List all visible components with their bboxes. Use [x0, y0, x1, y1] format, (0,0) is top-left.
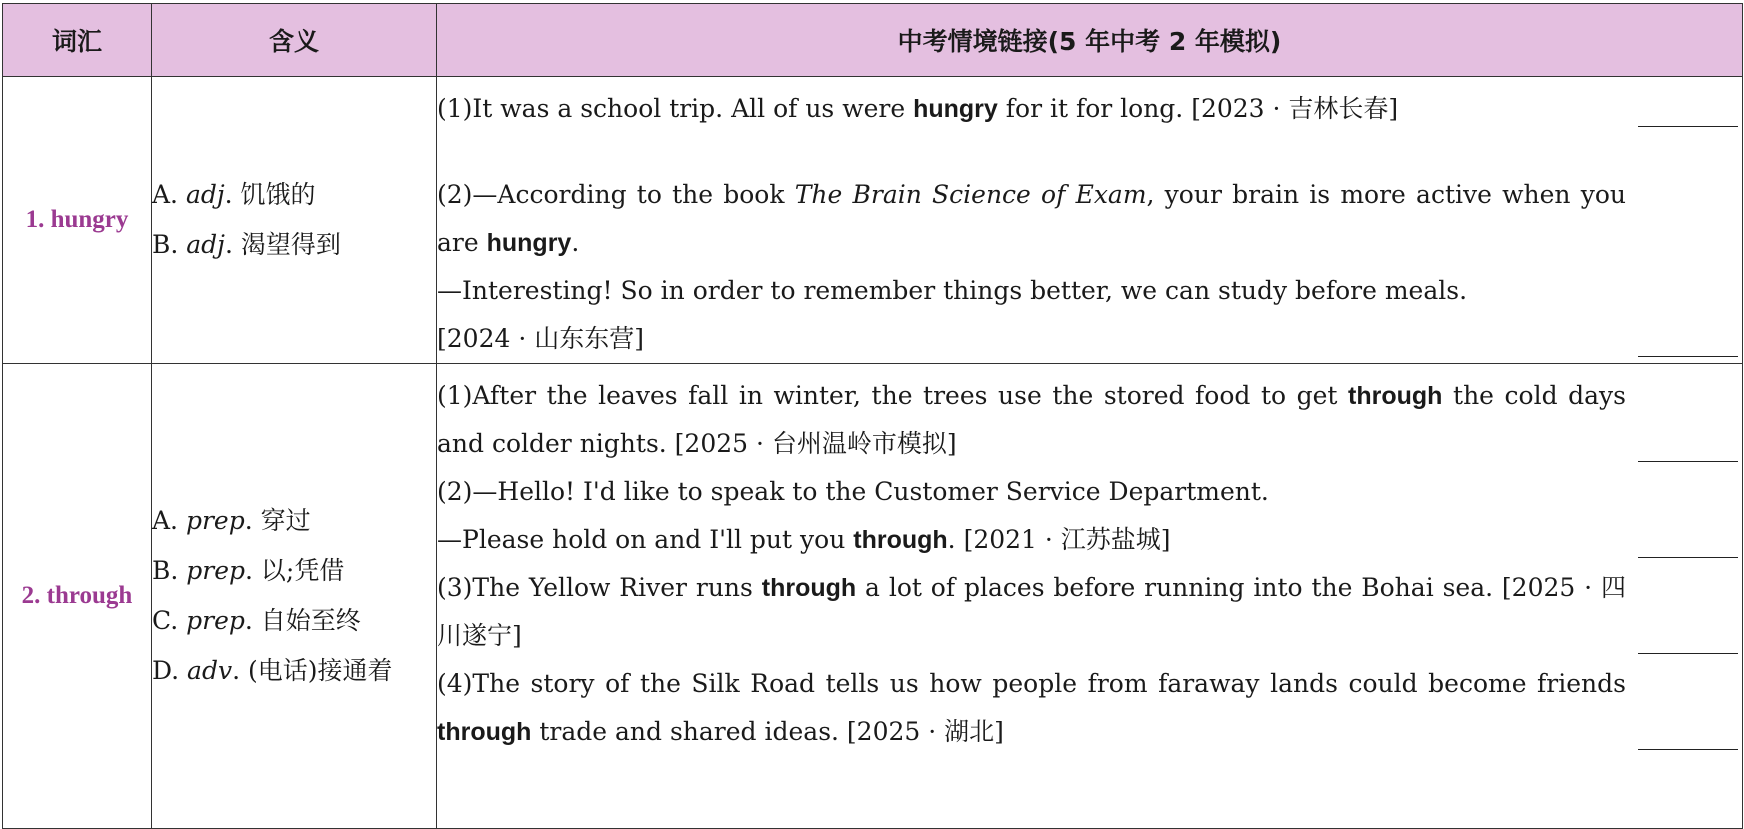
meaning-line: A. prep. 穿过: [152, 506, 311, 535]
example-item: [437, 85, 1742, 133]
meaning-line: A. adj. 饥饿的: [152, 180, 316, 209]
meaning-line: B. adj. 渴望得到: [152, 230, 341, 259]
example-item: [437, 468, 1742, 564]
meaning-line: D. adv. (电话)接通着: [152, 656, 393, 685]
answer-blank[interactable]: [1638, 461, 1738, 462]
example-text: (3)The Yellow River runs through a lot of places before running into the Bohai sea. [2025 · 四川遂宁]: [437, 573, 1627, 650]
example-item: [437, 660, 1742, 756]
example-item: [437, 372, 1742, 468]
header-meaning: 含义: [152, 4, 437, 77]
example-text: (2)—According to the book The Brain Science of Exam, your brain is more active when you are hungry. —Interesting! So in order to remember things better, we can study before meals. [2024 · 山东东营]: [437, 180, 1626, 353]
example-text: (4)The story of the Silk Road tells us how people from faraway lands could become friends through trade and shared ideas. [2025 · 湖北]: [437, 669, 1626, 746]
answer-blank[interactable]: [1638, 749, 1738, 750]
answer-blank[interactable]: [1638, 653, 1738, 654]
answer-blank[interactable]: [1638, 126, 1738, 127]
header-context: 中考情境链接(5 年中考 2 年模拟): [437, 4, 1743, 77]
table-row: [3, 77, 1743, 364]
header-row: [3, 4, 1743, 77]
meaning-line: B. prep. 以;凭借: [152, 556, 345, 585]
example-text: (1)After the leaves fall in winter, the trees use the stored food to get through the cold days and colder nights. [2025 · 台州温岭市模拟]: [437, 381, 1627, 458]
table-row: [3, 364, 1743, 829]
example-text: (2)—Hello! I'd like to speak to the Customer Service Department. —Please hold on and I'll put you through. [2021 · 江苏盐城]: [437, 477, 1269, 554]
meaning-cell: [152, 364, 437, 829]
vocabulary-table: [2, 3, 1743, 829]
answer-blank[interactable]: [1638, 356, 1738, 357]
example-cell: [437, 364, 1743, 829]
meaning-line: C. prep. 自始至终: [152, 606, 361, 635]
answer-blank[interactable]: [1638, 557, 1738, 558]
example-item: [437, 564, 1742, 660]
header-word: 词汇: [3, 4, 152, 77]
meaning-cell: [152, 77, 437, 364]
example-text: (1)It was a school trip. All of us were hungry for it for long. [2023 · 吉林长春]: [437, 94, 1399, 123]
example-item: [437, 171, 1742, 363]
word-cell: 2. through: [3, 364, 152, 829]
word-cell: 1. hungry: [3, 77, 152, 364]
example-cell: [437, 77, 1743, 364]
